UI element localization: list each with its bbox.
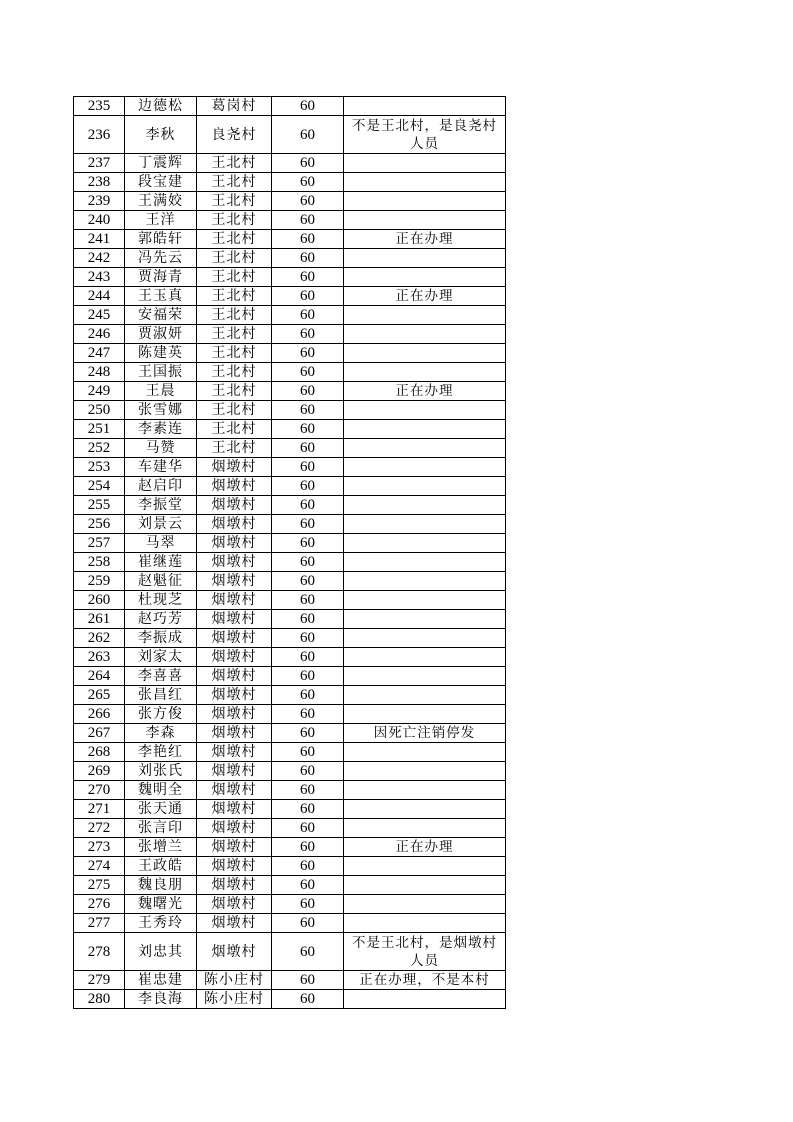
table-row	[74, 496, 506, 515]
table-row	[74, 838, 506, 857]
roster-body	[74, 97, 506, 1009]
row-number: 265	[74, 686, 125, 705]
person-name: 刘景云	[125, 515, 197, 534]
amount-value: 60	[272, 116, 344, 154]
row-number: 277	[74, 914, 125, 933]
row-number: 271	[74, 800, 125, 819]
table-row	[74, 439, 506, 458]
person-name: 刘忠其	[125, 933, 197, 971]
table-row	[74, 192, 506, 211]
remark-note: 不是王北村，是良尧村人员	[344, 116, 506, 154]
amount-value: 60	[272, 800, 344, 819]
village-name: 烟墩村	[197, 515, 272, 534]
amount-value: 60	[272, 819, 344, 838]
row-number: 240	[74, 211, 125, 230]
person-name: 李振成	[125, 629, 197, 648]
village-name: 烟墩村	[197, 800, 272, 819]
amount-value: 60	[272, 401, 344, 420]
village-name: 烟墩村	[197, 857, 272, 876]
remark-note	[344, 192, 506, 211]
person-name: 魏曙光	[125, 895, 197, 914]
remark-note	[344, 819, 506, 838]
row-number: 253	[74, 458, 125, 477]
row-number: 267	[74, 724, 125, 743]
person-name: 王秀玲	[125, 914, 197, 933]
amount-value: 60	[272, 363, 344, 382]
amount-value: 60	[272, 667, 344, 686]
row-number: 235	[74, 97, 125, 116]
village-name: 烟墩村	[197, 553, 272, 572]
village-name: 烟墩村	[197, 819, 272, 838]
amount-value: 60	[272, 154, 344, 173]
remark-note	[344, 344, 506, 363]
remark-note	[344, 363, 506, 382]
person-name: 王玉真	[125, 287, 197, 306]
remark-note	[344, 686, 506, 705]
amount-value: 60	[272, 325, 344, 344]
row-number: 239	[74, 192, 125, 211]
person-name: 马赞	[125, 439, 197, 458]
remark-note	[344, 477, 506, 496]
village-name: 烟墩村	[197, 610, 272, 629]
village-name: 烟墩村	[197, 572, 272, 591]
person-name: 马翠	[125, 534, 197, 553]
person-name: 杜现芝	[125, 591, 197, 610]
row-number: 250	[74, 401, 125, 420]
remark-note	[344, 173, 506, 192]
village-name: 烟墩村	[197, 496, 272, 515]
row-number: 249	[74, 382, 125, 401]
remark-note	[344, 553, 506, 572]
person-name: 郭皓轩	[125, 230, 197, 249]
table-row	[74, 572, 506, 591]
row-number: 266	[74, 705, 125, 724]
row-number: 259	[74, 572, 125, 591]
remark-note	[344, 401, 506, 420]
remark-note	[344, 97, 506, 116]
remark-note: 正在办理	[344, 230, 506, 249]
person-name: 安福荣	[125, 306, 197, 325]
table-row	[74, 895, 506, 914]
table-row	[74, 876, 506, 895]
row-number: 247	[74, 344, 125, 363]
row-number: 254	[74, 477, 125, 496]
table-row	[74, 762, 506, 781]
row-number: 243	[74, 268, 125, 287]
table-row	[74, 648, 506, 667]
village-name: 王北村	[197, 211, 272, 230]
amount-value: 60	[272, 534, 344, 553]
remark-note	[344, 591, 506, 610]
amount-value: 60	[272, 192, 344, 211]
village-name: 烟墩村	[197, 534, 272, 553]
village-name: 烟墩村	[197, 743, 272, 762]
person-name: 陈建英	[125, 344, 197, 363]
table-row	[74, 401, 506, 420]
table-row	[74, 420, 506, 439]
village-name: 烟墩村	[197, 591, 272, 610]
amount-value: 60	[272, 477, 344, 496]
remark-note	[344, 762, 506, 781]
remark-note: 不是王北村，是烟墩村人员	[344, 933, 506, 971]
remark-note	[344, 895, 506, 914]
village-name: 王北村	[197, 249, 272, 268]
village-name: 烟墩村	[197, 724, 272, 743]
remark-note: 正在办理	[344, 287, 506, 306]
remark-note	[344, 154, 506, 173]
amount-value: 60	[272, 705, 344, 724]
amount-value: 60	[272, 553, 344, 572]
row-number: 270	[74, 781, 125, 800]
amount-value: 60	[272, 211, 344, 230]
table-row	[74, 154, 506, 173]
person-name: 张雪娜	[125, 401, 197, 420]
person-name: 边德松	[125, 97, 197, 116]
village-name: 烟墩村	[197, 477, 272, 496]
village-name: 陈小庄村	[197, 971, 272, 990]
row-number: 236	[74, 116, 125, 154]
table-row	[74, 914, 506, 933]
village-name: 烟墩村	[197, 686, 272, 705]
person-name: 王洋	[125, 211, 197, 230]
amount-value: 60	[272, 648, 344, 667]
table-row	[74, 344, 506, 363]
village-name: 葛岗村	[197, 97, 272, 116]
person-name: 张天通	[125, 800, 197, 819]
amount-value: 60	[272, 914, 344, 933]
person-name: 丁震辉	[125, 154, 197, 173]
village-name: 烟墩村	[197, 762, 272, 781]
amount-value: 60	[272, 724, 344, 743]
amount-value: 60	[272, 249, 344, 268]
amount-value: 60	[272, 876, 344, 895]
table-row	[74, 268, 506, 287]
row-number: 258	[74, 553, 125, 572]
remark-note	[344, 325, 506, 344]
table-row	[74, 724, 506, 743]
remark-note	[344, 914, 506, 933]
table-row	[74, 173, 506, 192]
remark-note	[344, 572, 506, 591]
table-row	[74, 686, 506, 705]
person-name: 王国振	[125, 363, 197, 382]
village-name: 王北村	[197, 287, 272, 306]
table-row	[74, 97, 506, 116]
village-name: 王北村	[197, 325, 272, 344]
row-number: 272	[74, 819, 125, 838]
row-number: 242	[74, 249, 125, 268]
village-name: 王北村	[197, 306, 272, 325]
remark-note: 因死亡注销停发	[344, 724, 506, 743]
remark-note	[344, 496, 506, 515]
person-name: 王晨	[125, 382, 197, 401]
remark-note	[344, 648, 506, 667]
row-number: 252	[74, 439, 125, 458]
row-number: 269	[74, 762, 125, 781]
village-name: 王北村	[197, 230, 272, 249]
person-name: 车建华	[125, 458, 197, 477]
table-row	[74, 211, 506, 230]
amount-value: 60	[272, 439, 344, 458]
amount-value: 60	[272, 268, 344, 287]
village-name: 王北村	[197, 344, 272, 363]
row-number: 244	[74, 287, 125, 306]
table-row	[74, 553, 506, 572]
person-name: 贾海青	[125, 268, 197, 287]
amount-value: 60	[272, 781, 344, 800]
person-name: 李秋	[125, 116, 197, 154]
amount-value: 60	[272, 990, 344, 1009]
remark-note	[344, 629, 506, 648]
amount-value: 60	[272, 610, 344, 629]
remark-note	[344, 800, 506, 819]
village-name: 烟墩村	[197, 781, 272, 800]
person-name: 贾淑妍	[125, 325, 197, 344]
row-number: 238	[74, 173, 125, 192]
person-name: 李喜喜	[125, 667, 197, 686]
table-row	[74, 819, 506, 838]
table-row	[74, 990, 506, 1009]
row-number: 278	[74, 933, 125, 971]
village-name: 烟墩村	[197, 876, 272, 895]
remark-note	[344, 439, 506, 458]
village-name: 王北村	[197, 401, 272, 420]
village-name: 烟墩村	[197, 629, 272, 648]
remark-note	[344, 249, 506, 268]
person-name: 王政皓	[125, 857, 197, 876]
amount-value: 60	[272, 230, 344, 249]
person-name: 李振堂	[125, 496, 197, 515]
table-row	[74, 857, 506, 876]
row-number: 248	[74, 363, 125, 382]
village-name: 烟墩村	[197, 458, 272, 477]
village-name: 王北村	[197, 268, 272, 287]
village-name: 王北村	[197, 382, 272, 401]
remark-note	[344, 610, 506, 629]
person-name: 刘张氏	[125, 762, 197, 781]
person-name: 赵魁征	[125, 572, 197, 591]
roster-table	[73, 96, 506, 1009]
remark-note	[344, 420, 506, 439]
amount-value: 60	[272, 515, 344, 534]
person-name: 崔忠建	[125, 971, 197, 990]
table-row	[74, 306, 506, 325]
person-name: 段宝建	[125, 173, 197, 192]
person-name: 赵启印	[125, 477, 197, 496]
person-name: 张方俊	[125, 705, 197, 724]
remark-note	[344, 743, 506, 762]
person-name: 张言印	[125, 819, 197, 838]
amount-value: 60	[272, 287, 344, 306]
row-number: 264	[74, 667, 125, 686]
remark-note	[344, 990, 506, 1009]
table-row	[74, 287, 506, 306]
row-number: 273	[74, 838, 125, 857]
person-name: 赵巧芳	[125, 610, 197, 629]
row-number: 268	[74, 743, 125, 762]
row-number: 280	[74, 990, 125, 1009]
table-row	[74, 458, 506, 477]
person-name: 王满姣	[125, 192, 197, 211]
row-number: 245	[74, 306, 125, 325]
table-row	[74, 230, 506, 249]
table-row	[74, 382, 506, 401]
village-name: 烟墩村	[197, 648, 272, 667]
row-number: 241	[74, 230, 125, 249]
village-name: 良尧村	[197, 116, 272, 154]
village-name: 王北村	[197, 192, 272, 211]
table-row	[74, 800, 506, 819]
person-name: 李素连	[125, 420, 197, 439]
amount-value: 60	[272, 97, 344, 116]
row-number: 237	[74, 154, 125, 173]
village-name: 烟墩村	[197, 705, 272, 724]
amount-value: 60	[272, 496, 344, 515]
village-name: 烟墩村	[197, 838, 272, 857]
remark-note: 正在办理	[344, 838, 506, 857]
table-row	[74, 515, 506, 534]
table-row	[74, 249, 506, 268]
table-row	[74, 591, 506, 610]
remark-note	[344, 781, 506, 800]
village-name: 王北村	[197, 363, 272, 382]
amount-value: 60	[272, 933, 344, 971]
amount-value: 60	[272, 572, 344, 591]
person-name: 李良海	[125, 990, 197, 1009]
row-number: 274	[74, 857, 125, 876]
table-row	[74, 629, 506, 648]
amount-value: 60	[272, 591, 344, 610]
village-name: 王北村	[197, 154, 272, 173]
amount-value: 60	[272, 743, 344, 762]
table-row	[74, 610, 506, 629]
amount-value: 60	[272, 686, 344, 705]
amount-value: 60	[272, 173, 344, 192]
table-row	[74, 743, 506, 762]
row-number: 255	[74, 496, 125, 515]
remark-note	[344, 876, 506, 895]
remark-note	[344, 534, 506, 553]
table-row	[74, 534, 506, 553]
remark-note: 正在办理	[344, 382, 506, 401]
remark-note	[344, 458, 506, 477]
table-row	[74, 477, 506, 496]
person-name: 李森	[125, 724, 197, 743]
amount-value: 60	[272, 971, 344, 990]
remark-note	[344, 667, 506, 686]
row-number: 262	[74, 629, 125, 648]
amount-value: 60	[272, 306, 344, 325]
person-name: 张昌红	[125, 686, 197, 705]
person-name: 冯先云	[125, 249, 197, 268]
row-number: 263	[74, 648, 125, 667]
table-row	[74, 325, 506, 344]
remark-note	[344, 857, 506, 876]
village-name: 烟墩村	[197, 914, 272, 933]
village-name: 王北村	[197, 439, 272, 458]
amount-value: 60	[272, 458, 344, 477]
amount-value: 60	[272, 895, 344, 914]
row-number: 260	[74, 591, 125, 610]
table-row	[74, 933, 506, 971]
village-name: 烟墩村	[197, 895, 272, 914]
row-number: 246	[74, 325, 125, 344]
table-row	[74, 781, 506, 800]
amount-value: 60	[272, 344, 344, 363]
remark-note	[344, 705, 506, 724]
table-row	[74, 116, 506, 154]
table-row	[74, 705, 506, 724]
village-name: 烟墩村	[197, 667, 272, 686]
row-number: 257	[74, 534, 125, 553]
person-name: 李艳红	[125, 743, 197, 762]
person-name: 刘家太	[125, 648, 197, 667]
row-number: 275	[74, 876, 125, 895]
remark-note	[344, 268, 506, 287]
remark-note	[344, 306, 506, 325]
amount-value: 60	[272, 629, 344, 648]
table-row	[74, 363, 506, 382]
remark-note	[344, 515, 506, 534]
person-name: 张增兰	[125, 838, 197, 857]
row-number: 279	[74, 971, 125, 990]
table-row	[74, 667, 506, 686]
village-name: 王北村	[197, 173, 272, 192]
amount-value: 60	[272, 762, 344, 781]
remark-note	[344, 211, 506, 230]
amount-value: 60	[272, 382, 344, 401]
person-name: 魏明全	[125, 781, 197, 800]
village-name: 烟墩村	[197, 933, 272, 971]
row-number: 276	[74, 895, 125, 914]
amount-value: 60	[272, 420, 344, 439]
table-row	[74, 971, 506, 990]
amount-value: 60	[272, 838, 344, 857]
row-number: 261	[74, 610, 125, 629]
person-name: 魏良朋	[125, 876, 197, 895]
person-name: 崔继莲	[125, 553, 197, 572]
remark-note: 正在办理，不是本村	[344, 971, 506, 990]
row-number: 251	[74, 420, 125, 439]
amount-value: 60	[272, 857, 344, 876]
village-name: 陈小庄村	[197, 990, 272, 1009]
village-name: 王北村	[197, 420, 272, 439]
row-number: 256	[74, 515, 125, 534]
